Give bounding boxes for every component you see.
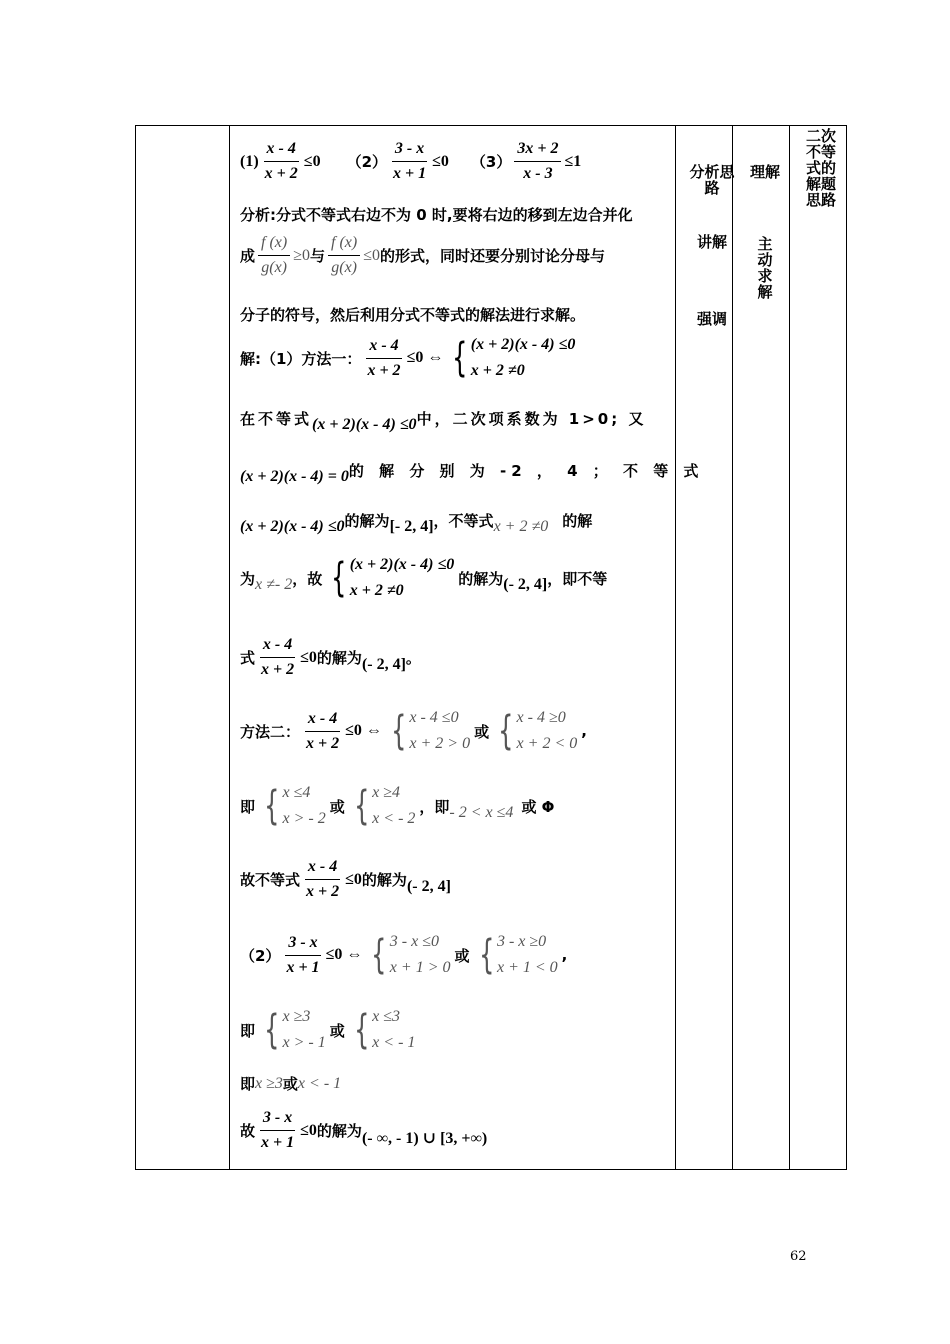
system-row: x + 1 > 0 bbox=[389, 959, 451, 976]
math: (x + 2)(x - 4) ≤0 bbox=[312, 416, 417, 433]
teacher-activity-2: 讲解 bbox=[696, 233, 727, 251]
numerator: x - 4 bbox=[305, 858, 340, 880]
equation-system bbox=[349, 1008, 416, 1052]
brace: { bbox=[498, 708, 514, 754]
fraction bbox=[283, 934, 322, 977]
page-number: 62 bbox=[790, 1249, 807, 1264]
text: 方法二： bbox=[240, 722, 301, 741]
text: 式 bbox=[240, 649, 256, 667]
teacher-activity-3: 强调 bbox=[696, 310, 727, 328]
problem-2-label: （2） bbox=[346, 153, 387, 171]
fraction bbox=[328, 234, 360, 277]
math: x + 2 ≠0 bbox=[493, 518, 549, 535]
analysis-line-2 bbox=[240, 234, 605, 277]
denominator: x + 2 bbox=[264, 165, 298, 182]
relation: ≥0 bbox=[293, 246, 310, 264]
math: - 2 < x ≤4 bbox=[449, 804, 514, 821]
system-row: x + 2 > 0 bbox=[409, 735, 471, 752]
denominator: x + 2 bbox=[367, 361, 401, 379]
relation: ≤0 bbox=[300, 648, 317, 666]
system-row: x + 2 ≠0 bbox=[349, 582, 404, 599]
system-row: x ≤4 bbox=[282, 784, 311, 801]
numerator: 3 - x bbox=[392, 140, 427, 162]
fraction bbox=[303, 858, 342, 901]
equation-system bbox=[259, 1008, 326, 1052]
text: 即 bbox=[240, 1021, 256, 1040]
text: 故 bbox=[240, 1122, 256, 1140]
math: x ≠- 2 bbox=[255, 576, 293, 593]
text: 故不等式 bbox=[240, 871, 301, 889]
solution-2-line bbox=[240, 1073, 341, 1094]
equation-system bbox=[326, 556, 454, 600]
text: 的解为 bbox=[344, 511, 390, 530]
relation: ≤0 ⇔ bbox=[325, 946, 363, 963]
interval: (- ∞, - 1) ∪ [3, +∞) bbox=[361, 1129, 488, 1147]
text: 或 bbox=[329, 1021, 345, 1040]
system-row: x ≤3 bbox=[372, 1008, 401, 1025]
solution-1-line bbox=[240, 504, 592, 536]
solution-1-conclusion bbox=[240, 858, 451, 901]
system-row: (x + 2)(x - 4) ≤0 bbox=[349, 556, 455, 573]
text: 的解为 bbox=[361, 871, 407, 889]
student-activity-1: 理解 bbox=[749, 163, 780, 181]
fraction bbox=[258, 636, 297, 679]
system-row: x - 4 ≤0 bbox=[409, 709, 459, 726]
text: 的解为 bbox=[316, 1122, 362, 1140]
problem-3-label: （3） bbox=[470, 153, 512, 171]
brace: { bbox=[371, 932, 387, 978]
column-divider bbox=[675, 126, 676, 1169]
fraction bbox=[390, 140, 429, 183]
interval: [- 2, 4] bbox=[389, 518, 434, 535]
brace: { bbox=[478, 932, 494, 978]
fraction bbox=[262, 140, 301, 183]
analysis-line-1: 分析:分式不等式右边不为 0 时,要将右边的移到左边合并化 bbox=[240, 206, 633, 224]
system-row: x < - 1 bbox=[372, 1034, 416, 1051]
brace: { bbox=[264, 783, 280, 829]
text: 或 bbox=[454, 946, 470, 965]
text: 为 bbox=[240, 569, 256, 588]
numerator: f (x) bbox=[258, 234, 290, 256]
fraction bbox=[364, 337, 403, 380]
text: 的解 bbox=[562, 511, 593, 530]
relation: ≤1 bbox=[564, 152, 582, 170]
system-row: x + 2 < 0 bbox=[516, 735, 578, 752]
math: x < - 1 bbox=[297, 1074, 342, 1092]
solution-1-line bbox=[240, 556, 607, 600]
numerator: f (x) bbox=[328, 234, 360, 256]
denominator: x - 3 bbox=[523, 165, 553, 182]
text: 中，二次项系数为 1>0; 又 bbox=[416, 409, 647, 428]
numerator: x - 4 bbox=[264, 140, 299, 162]
solution-1-method-1 bbox=[240, 336, 579, 380]
numerator: 3 - x bbox=[260, 1109, 295, 1131]
text: 或 bbox=[282, 1075, 298, 1093]
text: 与 bbox=[310, 247, 326, 265]
equation-system bbox=[386, 709, 470, 753]
fraction bbox=[258, 1109, 297, 1152]
relation: ≤0 bbox=[303, 152, 321, 170]
equation-system bbox=[474, 933, 558, 977]
numerator: x - 4 bbox=[366, 337, 401, 359]
system-row: x + 2 ≠0 bbox=[470, 362, 525, 379]
text: ，故 bbox=[292, 569, 323, 588]
equation-system bbox=[493, 709, 577, 753]
numerator: 3 - x bbox=[285, 934, 320, 956]
text: 即 bbox=[240, 1075, 256, 1093]
denominator: g(x) bbox=[331, 259, 357, 276]
relation: ≤0 bbox=[363, 246, 380, 264]
solution-2-line bbox=[240, 1008, 419, 1052]
text: 的形式，同时还要分别讨论分母与 bbox=[380, 247, 606, 265]
text: ，即 bbox=[419, 797, 450, 816]
design-intent: 二次不等式的解题思路 bbox=[805, 127, 836, 209]
text: 的 解 分 别 为 -2 ， 4 ； 不 等 式 bbox=[348, 461, 704, 480]
equation-system bbox=[366, 933, 450, 977]
interval: (- 2, 4] bbox=[361, 655, 406, 673]
text: ，即不等 bbox=[547, 569, 608, 588]
denominator: x + 1 bbox=[261, 1134, 295, 1151]
relation: ≤0 ⇔ bbox=[345, 722, 382, 739]
brace: { bbox=[353, 783, 370, 829]
text: 成 bbox=[240, 247, 256, 265]
system-row: x - 4 ≥0 bbox=[516, 709, 566, 726]
equation-system bbox=[349, 784, 416, 828]
solution-1-method-2 bbox=[240, 709, 587, 753]
denominator: x + 1 bbox=[286, 958, 320, 976]
fraction bbox=[258, 234, 290, 277]
system-row: x ≥3 bbox=[282, 1008, 311, 1025]
teacher-activity-1: 分析思路 bbox=[689, 163, 735, 197]
text: 解:（1）方法一： bbox=[240, 349, 362, 368]
system-row: x + 1 < 0 bbox=[496, 959, 558, 976]
system-row: (x + 2)(x - 4) ≤0 bbox=[470, 336, 576, 353]
denominator: g(x) bbox=[261, 259, 287, 276]
solution-2 bbox=[240, 933, 567, 977]
fraction bbox=[303, 710, 342, 753]
math: x ≥3 bbox=[255, 1074, 283, 1092]
text: 。 bbox=[405, 649, 421, 667]
brace: { bbox=[391, 708, 407, 754]
denominator: x + 1 bbox=[393, 165, 427, 182]
lesson-table bbox=[135, 125, 847, 1170]
text: , bbox=[561, 946, 568, 964]
text: 或 bbox=[329, 797, 345, 816]
brace: { bbox=[264, 1007, 280, 1053]
system-row: 3 - x ≥0 bbox=[496, 933, 547, 950]
relation: ≤0 bbox=[345, 870, 362, 888]
brace: { bbox=[331, 555, 347, 601]
math: (x + 2)(x - 4) ≤0 bbox=[240, 518, 345, 535]
text: 的解为 bbox=[316, 649, 362, 667]
text: （2） bbox=[240, 946, 281, 965]
student-activity-2: 主动求解 bbox=[757, 235, 773, 301]
brace: { bbox=[452, 335, 468, 381]
text: , bbox=[581, 722, 587, 740]
text: ，不等式 bbox=[433, 511, 494, 530]
interval: (- 2, 4] bbox=[503, 576, 548, 593]
column-divider bbox=[732, 126, 733, 1169]
fraction bbox=[514, 140, 561, 183]
text: 即 bbox=[240, 797, 256, 816]
text: 或 Φ bbox=[521, 797, 555, 816]
column-divider bbox=[229, 126, 230, 1169]
solution-1-line bbox=[240, 636, 421, 679]
equation-system bbox=[447, 336, 575, 380]
brace: { bbox=[353, 1007, 370, 1053]
relation: ≤0 bbox=[300, 1121, 317, 1139]
system-row: x > - 2 bbox=[282, 810, 326, 827]
solution-1-method-2-line bbox=[240, 784, 554, 828]
text: 或 bbox=[474, 722, 490, 741]
text: 在不等式 bbox=[240, 409, 313, 428]
analysis-line-3: 分子的符号，然后利用分式不等式的解法进行求解。 bbox=[240, 306, 586, 324]
problem-1-label: (1) bbox=[240, 152, 259, 170]
system-row: x > - 1 bbox=[282, 1034, 326, 1051]
solution-2-conclusion bbox=[240, 1109, 487, 1152]
solution-1-line bbox=[240, 402, 646, 434]
relation: ≤0 bbox=[432, 152, 449, 170]
numerator: x - 4 bbox=[305, 710, 340, 732]
interval: (- 2, 4] bbox=[406, 877, 451, 895]
relation: ≤0 ⇔ bbox=[406, 349, 444, 366]
problem-list bbox=[240, 140, 581, 183]
numerator: x - 4 bbox=[260, 636, 295, 658]
solution-1-line bbox=[240, 454, 703, 486]
numerator: 3x + 2 bbox=[514, 140, 561, 162]
system-row: x ≥4 bbox=[372, 784, 401, 801]
denominator: x + 2 bbox=[306, 734, 340, 752]
text: 的解为 bbox=[458, 569, 504, 588]
math: (x + 2)(x - 4) = 0 bbox=[240, 468, 349, 485]
denominator: x + 2 bbox=[261, 661, 295, 678]
equation-system bbox=[259, 784, 326, 828]
system-row: 3 - x ≤0 bbox=[389, 933, 440, 950]
system-row: x < - 2 bbox=[372, 810, 416, 827]
denominator: x + 2 bbox=[306, 883, 340, 900]
